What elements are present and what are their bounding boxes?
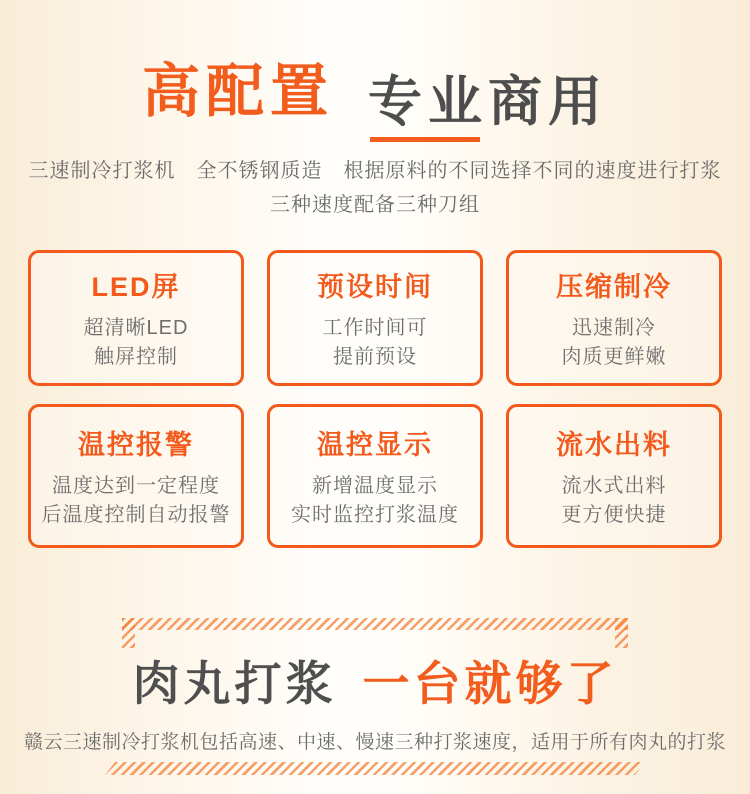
feature-desc-line2: 肉质更鲜嫩	[561, 345, 667, 368]
title-underlined-segment	[368, 73, 488, 132]
feature-grid	[0, 250, 750, 548]
feature-title: 流水出料	[556, 429, 672, 460]
page-title	[0, 46, 750, 134]
title-highlight: 高配置	[141, 59, 334, 125]
footer-description: 赣云三速制冷打浆机包括高速、中速、慢速三种打浆速度，适用于所有肉丸的打浆	[23, 732, 726, 753]
feature-desc-line1: 流水式出料	[561, 474, 667, 497]
feature-description	[84, 314, 189, 372]
feature-card-temp-display	[267, 404, 483, 548]
title-underline-bar	[370, 137, 480, 142]
title-underlined-text: 专业	[368, 71, 488, 132]
feature-card-temp-alarm	[28, 404, 244, 548]
subtitle-line1: 三速制冷打浆机 全不锈钢质造 根据原料的不同选择不同的速度进行打浆	[28, 160, 722, 182]
feature-card-flow-discharge	[506, 404, 722, 548]
feature-description	[42, 472, 231, 530]
feature-description	[562, 472, 667, 530]
feature-title: 温控显示	[317, 429, 433, 460]
feature-card-compressor-cooling	[506, 250, 722, 386]
feature-desc-line2: 提前预设	[333, 345, 417, 368]
feature-title: 温控报警	[78, 429, 194, 460]
feature-desc-line2: 后温度控制自动报警	[41, 503, 231, 526]
feature-desc-line1: 迅速制冷	[572, 316, 656, 339]
feature-card-preset-time	[267, 250, 483, 386]
title-tail-text: 商用	[488, 71, 608, 132]
feature-title: 预设时间	[317, 271, 433, 302]
feature-desc-line1: 新增温度显示	[312, 474, 438, 497]
title-rest	[368, 73, 608, 134]
feature-description	[291, 472, 459, 530]
footer-title-highlight: 一台就够了	[362, 657, 618, 710]
footer-title-dark: 肉丸打浆	[132, 657, 337, 710]
subtitle-line2: 三种速度配备三种刀组	[270, 194, 480, 216]
feature-card-led-screen	[28, 250, 244, 386]
footer-section	[0, 654, 750, 758]
feature-desc-line1: 工作时间可	[322, 316, 428, 339]
feature-description	[562, 314, 667, 372]
feature-desc-line1: 温度达到一定程度	[52, 474, 220, 497]
feature-desc-line2: 实时监控打浆温度	[291, 503, 459, 526]
feature-desc-line2: 触屏控制	[94, 345, 178, 368]
feature-title: 压缩制冷	[556, 271, 672, 302]
subtitle	[0, 154, 750, 222]
feature-description	[323, 314, 428, 372]
hatch-divider-top	[122, 618, 628, 630]
feature-desc-line2: 更方便快捷	[561, 503, 667, 526]
header	[0, 0, 750, 222]
hatch-divider-bottom	[105, 762, 645, 775]
feature-title: LED屏	[91, 271, 181, 302]
feature-desc-line1: 超清晰LED	[83, 316, 189, 339]
footer-title	[0, 654, 750, 714]
